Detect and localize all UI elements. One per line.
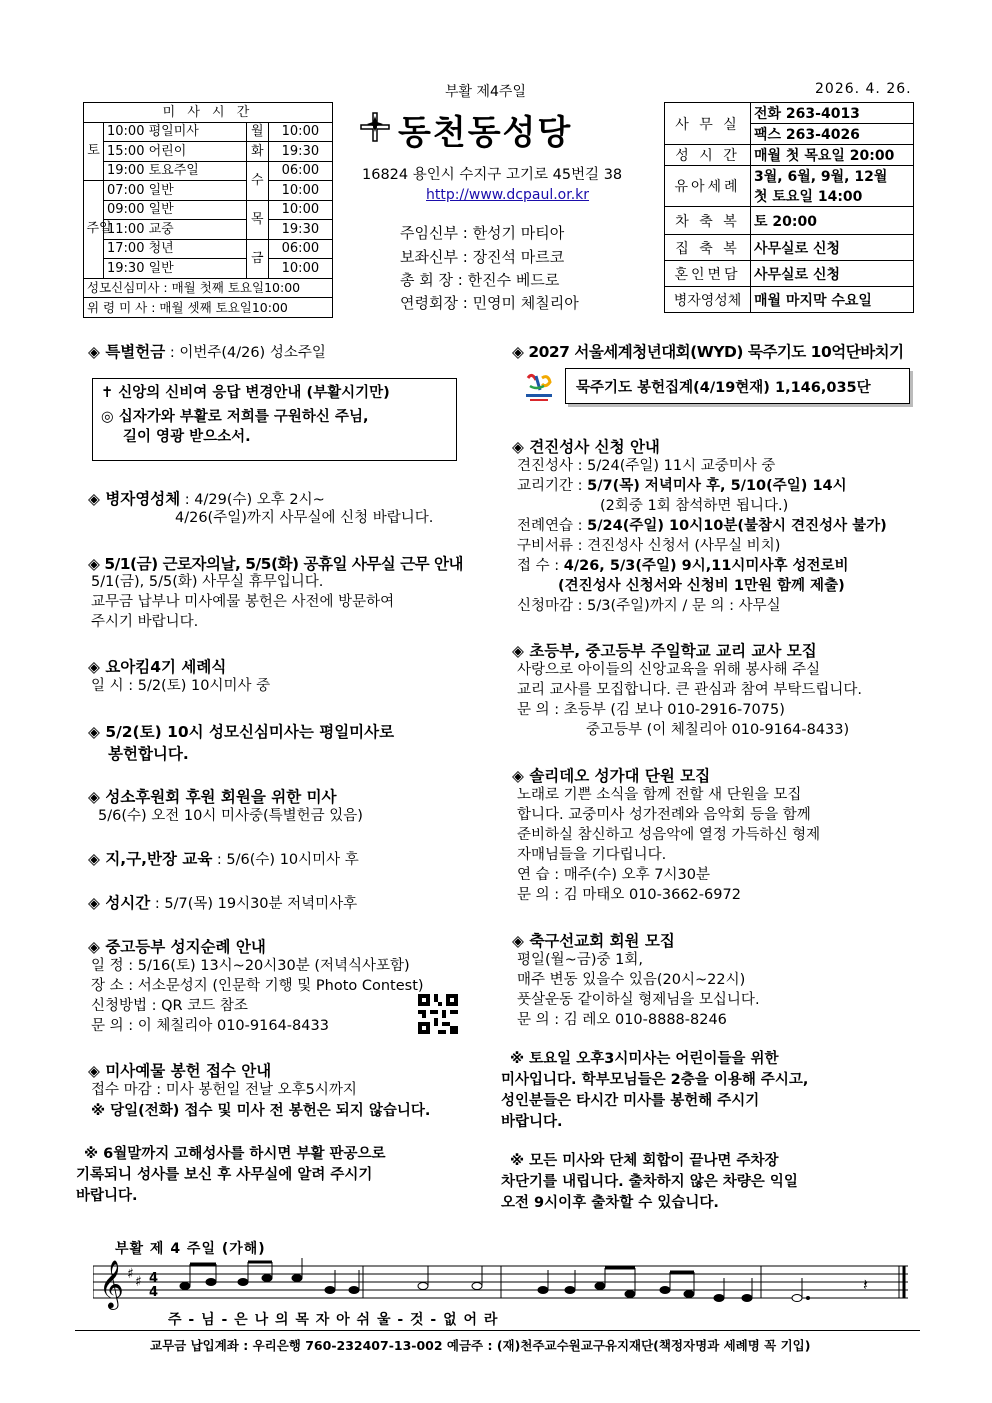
holiday-text: 교무금 납부나 미사예물 봉헌은 사전에 방문하여: [91, 594, 395, 610]
parking-note: 차단기를 내립니다. 출차하지 않은 차량은 익일: [501, 1174, 798, 1190]
weekday-time: 10:00: [268, 259, 332, 279]
parking-note: 오전 9시이후 출차할 수 있습니다.: [501, 1195, 719, 1211]
faith-line: ◎ 십자가와 부활로 저희를 구원하신 주님,: [101, 409, 369, 425]
teacher-text: 교리 교사를 모집합니다. 큰 관심과 참여 부탁드립니다.: [517, 682, 863, 698]
song-title: 부활 제 4 주일 (가해): [115, 1241, 266, 1257]
choir-text: 노래로 기쁜 소식을 함께 전할 새 단원을 모집: [517, 787, 802, 803]
svg-text:4: 4: [149, 1285, 159, 1300]
faith-title: ✝ 신앙의 신비여 응답 변경안내 (부활시기만): [101, 385, 390, 401]
pilgrimage-text: 신청방법 : QR 코드 참조: [91, 998, 248, 1014]
wyd-logo-icon: [522, 368, 556, 406]
confirmation-text: 교리기간 : 5/7(목) 저녁미사 후, 5/10(주일) 14시: [517, 478, 847, 494]
kids-mass-note: 미사입니다. 학부모님들은 2층을 이용해 주시고,: [501, 1072, 809, 1088]
weekday-time: 10:00: [268, 181, 332, 201]
info-key: 사 무 실: [665, 103, 751, 145]
wyd-heading: ◈ 2027 서울세계청년대회(WYD) 묵주기도 10억단바치기: [512, 343, 904, 361]
vocation-text: 5/6(수) 오전 10시 미사중(특별헌금 있음): [98, 808, 363, 824]
church-website-link[interactable]: http://www.dcpaul.or.kr: [426, 187, 590, 203]
confession-note: 기록되니 성사를 보신 후 사무실에 알려 주시기: [76, 1167, 373, 1183]
weekday-time: 10:00: [268, 200, 332, 220]
info-key: 유아세례: [665, 166, 751, 207]
mass-row: 19:00 토요주일: [104, 161, 247, 181]
weekday-label: 목: [246, 200, 268, 239]
confirmation-text: (견진성사 신청서와 신청비 1만원 함께 제출): [558, 578, 845, 594]
church-address: 16824 용인시 수지구 고기로 45번길 38: [362, 167, 623, 183]
confirmation-text: 전례연습 : 5/24(주일) 10시10분(불참시 견진성사 불가): [517, 518, 887, 534]
sunday-label: 부활 제4주일: [445, 84, 526, 100]
mass-row: 11:00 교중: [104, 220, 247, 240]
weekday-label: 화: [246, 142, 268, 162]
teacher-heading: ◈ 초등부, 중고등부 주일학교 교리 교사 모집: [512, 642, 817, 660]
kids-mass-note: 바랍니다.: [501, 1114, 563, 1130]
confirmation-text: 접 수 : 4/26, 5/3(주일) 9시,11시미사후 성전로비: [517, 558, 849, 574]
info-value: 토 20:00: [751, 207, 914, 235]
kids-mass-note: 성인분들은 타시간 미사를 봉헌해 주시기: [501, 1093, 760, 1109]
choir-text: 연 습 : 매주(수) 오후 7시30분: [517, 867, 710, 883]
sunday-mass-label: 주일: [84, 181, 104, 279]
staff-row: 보좌신부 : 장진석 마르코: [400, 248, 565, 266]
faith-line: 길이 영광 받으소서.: [123, 429, 251, 445]
mass-row: 15:00 어린이: [104, 142, 247, 162]
saturday-label: 토: [84, 122, 104, 181]
vocation-heading: ◈ 성소후원회 후원 회원을 위한 미사: [88, 788, 337, 806]
sick-communion-detail: 4/26(주일)까지 사무실에 신청 바랍니다.: [175, 510, 434, 526]
sick-communion: ◈ 병자영성체 : 4/29(수) 오후 2시~: [88, 490, 325, 508]
rosary-count-box: 묵주기도 봉헌집계(4/19현재) 1,146,035단: [565, 368, 910, 404]
pilgrimage-text: 일 정 : 5/16(토) 13시~20시30분 (저녁식사포함): [91, 958, 410, 974]
confirmation-text: 구비서류 : 견진성사 신청서 (사무실 비치): [517, 538, 781, 554]
staff-row: 연령회장 : 민영미 체칠리아: [400, 294, 579, 312]
treble-clef-icon: 𝄞: [99, 1259, 124, 1308]
choir-text: 준비하실 참신하고 성음악에 열정 가득하신 형제: [517, 827, 821, 843]
mass-row: 17:00 청년: [104, 239, 247, 259]
choir-text: 자매님들을 기다립니다.: [517, 847, 667, 863]
info-key: 성 시 간: [665, 145, 751, 166]
soccer-text: 평일(월~금)중 1회,: [517, 952, 643, 968]
soccer-text: 문 의 : 김 레오 010-8888-8246: [517, 1012, 727, 1028]
mass-row: 10:00 평일미사: [104, 122, 247, 142]
holy-hour: ◈ 성시간 : 5/7(목) 19시30분 저녁미사후: [88, 894, 358, 912]
mass-row: 09:00 일반: [104, 200, 247, 220]
special-offering: ◈ 특별헌금 : 이번주(4/26) 성소주일: [88, 343, 326, 361]
confirmation-text: 견진성사 : 5/24(주일) 11시 교중미사 중: [517, 458, 776, 474]
confirmation-text: (2회중 1회 참석하면 됩니다.): [600, 498, 789, 514]
weekday-label: 월: [246, 122, 268, 142]
joachim-heading: ◈ 요아킴4기 세례식: [88, 658, 227, 676]
mass-schedule-table: [83, 102, 333, 318]
choir-text: 문 의 : 김 마태오 010-3662-6972: [517, 887, 741, 903]
info-value: 전화 263-4013: [751, 103, 914, 124]
office-info-table: [664, 102, 914, 313]
info-key: 병자영성체: [665, 287, 751, 313]
svg-text:4: 4: [149, 1271, 159, 1286]
weekday-time: 06:00: [268, 239, 332, 259]
weekday-label: 금: [246, 239, 268, 278]
bulletin-date: 2026. 4. 26.: [815, 81, 912, 97]
confession-note: 바랍니다.: [76, 1188, 138, 1204]
mary-mass-heading: ◈ 5/2(토) 10시 성모신심미사는 평일미사로: [88, 723, 395, 741]
kids-mass-note: ※ 토요일 오후3시미사는 어린이들을 위한: [510, 1051, 779, 1067]
account-info: 교무금 납입계좌 : 우리은행 760-232407-13-002 예금주 : (재)천주교수원교구유지재단(책정자명과 세례명 꼭 기입): [150, 1338, 811, 1353]
weekday-time: 10:00: [268, 122, 332, 142]
music-staff: [93, 1258, 908, 1310]
info-value: 팩스 263-4026: [751, 124, 914, 145]
staff-row: 총 회 장 : 한진수 베드로: [400, 271, 560, 289]
offering-note: ※ 당일(전화) 접수 및 미사 전 봉헌은 되지 않습니다.: [91, 1103, 431, 1119]
sharp-icon: ♯: [135, 1274, 142, 1290]
pilgrimage-heading: ◈ 중고등부 성지순례 안내: [88, 938, 266, 956]
mass-row: 19:30 일반: [104, 259, 247, 279]
weekday-time: 19:30: [268, 220, 332, 240]
rest-icon: 𝄽: [863, 1275, 868, 1294]
teacher-text: 중고등부 (이 체칠리아 010-9164-8433): [586, 722, 850, 738]
mass-extra-2: 위 령 미 사 : 매월 셋째 토요일10:00: [84, 298, 333, 318]
holiday-text: 5/1(금), 5/5(화) 사무실 휴무입니다.: [91, 574, 324, 590]
sharp-icon: ♯: [127, 1266, 134, 1282]
soccer-text: 매주 변동 있을수 있음(20시~22시): [517, 972, 746, 988]
confirmation-heading: ◈ 견진성사 신청 안내: [512, 438, 660, 456]
holiday-text: 주시기 바랍니다.: [91, 614, 199, 630]
holiday-heading: ◈ 5/1(금) 근로자의날, 5/5(화) 공휴일 사무실 근무 안내: [88, 555, 463, 573]
faith-response-box: [92, 378, 457, 461]
info-value: 3월, 6월, 9월, 12월: [751, 166, 914, 187]
offering-heading: ◈ 미사예물 봉헌 접수 안내: [88, 1062, 272, 1080]
offering-text: 접수 마감 : 미사 봉헌일 전날 오후5시까지: [91, 1082, 357, 1098]
info-value: 매월 첫 목요일 20:00: [751, 145, 914, 166]
info-value: 사무실로 신청: [751, 235, 914, 261]
choir-heading: ◈ 솔리데오 성가대 단원 모집: [512, 767, 711, 785]
footer-divider: [75, 1330, 920, 1331]
pilgrimage-text: 장 소 : 서소문성지 (인문학 기행 및 Photo Contest): [91, 978, 424, 994]
info-value: 첫 토요일 14:00: [751, 186, 914, 207]
mary-mass-heading-2: 봉헌합니다.: [108, 745, 189, 763]
info-value: 사무실로 신청: [751, 261, 914, 287]
teacher-text: 문 의 : 초등부 (김 보나 010-2916-7075): [517, 702, 785, 718]
church-name: 동천동성당: [398, 113, 573, 153]
cross-icon: [360, 112, 390, 142]
teacher-text: 사랑으로 아이들의 신앙교육을 위해 봉사해 주실: [517, 662, 821, 678]
mass-row: 07:00 일반: [104, 181, 247, 201]
confession-note: ※ 6월말까지 고해성사를 하시면 부활 판공으로: [84, 1146, 386, 1162]
qr-code-icon[interactable]: [418, 994, 458, 1034]
mass-extra-1: 성모신심미사 : 매월 첫째 토요일10:00: [84, 278, 333, 298]
info-key: 차 축 복: [665, 207, 751, 235]
choir-text: 합니다. 교중미사 성가전례와 음악회 등을 함께: [517, 807, 811, 823]
info-key: 집 축 복: [665, 235, 751, 261]
weekday-label: 수: [246, 161, 268, 200]
leader-education: ◈ 지,구,반장 교육 : 5/6(수) 10시미사 후: [88, 850, 359, 868]
info-key: 혼인면담: [665, 261, 751, 287]
weekday-time: 19:30: [268, 142, 332, 162]
soccer-text: 풋살운동 같이하실 형제님을 모십니다.: [517, 992, 760, 1008]
pilgrimage-text: 문 의 : 이 체칠리아 010-9164-8433: [91, 1018, 329, 1034]
song-lyrics: 주 - 님 - 은 나 의 목 자 아 쉬 울 - 것 - 없 어 라: [168, 1312, 499, 1328]
weekday-time: 06:00: [268, 161, 332, 181]
mass-schedule-title: 미 사 시 간: [84, 103, 333, 123]
confirmation-text: 신청마감 : 5/3(주일)까지 / 문 의 : 사무실: [517, 598, 781, 614]
soccer-heading: ◈ 축구선교회 회원 모집: [512, 932, 675, 950]
staff-row: 주임신부 : 한성기 마티아: [400, 224, 565, 242]
joachim-text: 일 시 : 5/2(토) 10시미사 중: [91, 678, 271, 694]
info-value: 매월 마지막 수요일: [751, 287, 914, 313]
parking-note: ※ 모든 미사와 단체 회합이 끝나면 주차장: [510, 1153, 779, 1169]
